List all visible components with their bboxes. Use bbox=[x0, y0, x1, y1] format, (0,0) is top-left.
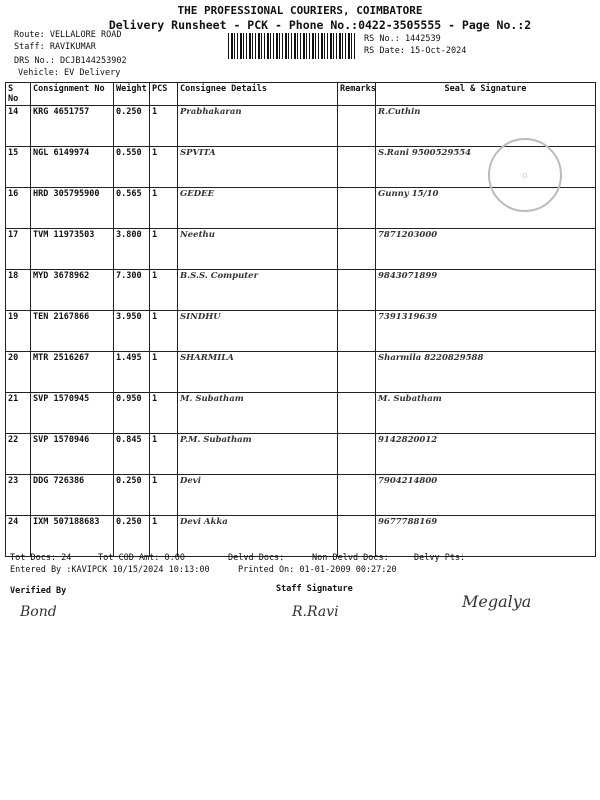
row-sno: 22 bbox=[6, 434, 31, 475]
row-remarks bbox=[338, 147, 376, 188]
row-pcs: 1 bbox=[150, 147, 178, 188]
row-sno: 19 bbox=[6, 311, 31, 352]
row-signature: 7391319639 bbox=[376, 311, 596, 352]
row-consignment: IXM 507188683 bbox=[31, 516, 114, 557]
row-sno: 23 bbox=[6, 475, 31, 516]
row-sno: 15 bbox=[6, 147, 31, 188]
row-consignee: P.M. Subatham bbox=[178, 434, 338, 475]
row-weight: 0.250 bbox=[114, 475, 150, 516]
table-row bbox=[6, 106, 596, 147]
row-signature: 7871203000 bbox=[376, 229, 596, 270]
row-pcs: 1 bbox=[150, 393, 178, 434]
row-remarks bbox=[338, 393, 376, 434]
drs-number: DRS No.: DCJB144253902 bbox=[14, 56, 127, 66]
row-remarks bbox=[338, 352, 376, 393]
row-signature: S.Rani 9500529554 bbox=[376, 147, 596, 188]
delivery-points: Delvy Pts: bbox=[414, 553, 466, 563]
row-consignment: TVM 11973503 bbox=[31, 229, 114, 270]
row-remarks bbox=[338, 229, 376, 270]
col-consignee: Consignee Details bbox=[178, 83, 338, 106]
entered-by: Entered By :KAVIPCK 10/15/2024 10:13:00 bbox=[10, 565, 210, 575]
table-row bbox=[6, 229, 596, 270]
row-consignee: Prabhakaran bbox=[178, 106, 338, 147]
col-weight: Weight bbox=[114, 83, 150, 106]
row-sno: 21 bbox=[6, 393, 31, 434]
row-signature: R.Cuthin bbox=[376, 106, 596, 147]
route: Route: VELLALORE ROAD bbox=[14, 30, 122, 40]
barcode bbox=[228, 33, 356, 59]
row-consignment: TEN 2167866 bbox=[31, 311, 114, 352]
company-title: THE PROFESSIONAL COURIERS, COIMBATORE bbox=[177, 4, 423, 17]
col-consignment: Consignment No bbox=[31, 83, 114, 106]
row-weight: 0.845 bbox=[114, 434, 150, 475]
col-pcs: PCS bbox=[150, 83, 178, 106]
row-pcs: 1 bbox=[150, 352, 178, 393]
row-consignment: DDG 726386 bbox=[31, 475, 114, 516]
row-consignee: SHARMILA bbox=[178, 352, 338, 393]
row-consignee: M. Subatham bbox=[178, 393, 338, 434]
row-sno: 14 bbox=[6, 106, 31, 147]
row-consignee: Devi Akka bbox=[178, 516, 338, 557]
table-row bbox=[6, 475, 596, 516]
row-remarks bbox=[338, 311, 376, 352]
row-remarks bbox=[338, 270, 376, 311]
non-delivered-docs: Non Delvd Docs: bbox=[312, 553, 389, 563]
receiver-signature: Megalya bbox=[462, 592, 532, 611]
row-consignee: B.S.S. Computer bbox=[178, 270, 338, 311]
row-remarks bbox=[338, 188, 376, 229]
row-weight: 0.950 bbox=[114, 393, 150, 434]
row-weight: 0.565 bbox=[114, 188, 150, 229]
staff: Staff: RAVIKUMAR bbox=[14, 42, 96, 52]
delivered-docs: Delvd Docs: bbox=[228, 553, 285, 563]
row-consignment: MTR 2516267 bbox=[31, 352, 114, 393]
row-remarks bbox=[338, 475, 376, 516]
row-weight: 3.950 bbox=[114, 311, 150, 352]
row-pcs: 1 bbox=[150, 311, 178, 352]
row-pcs: 1 bbox=[150, 475, 178, 516]
row-signature: 7904214800 bbox=[376, 475, 596, 516]
row-sno: 18 bbox=[6, 270, 31, 311]
row-weight: 0.250 bbox=[114, 106, 150, 147]
row-weight: 0.250 bbox=[114, 516, 150, 557]
row-pcs: 1 bbox=[150, 106, 178, 147]
row-signature: 9843071899 bbox=[376, 270, 596, 311]
table-row bbox=[6, 352, 596, 393]
row-signature: Gunny 15/10 bbox=[376, 188, 596, 229]
row-remarks bbox=[338, 516, 376, 557]
verified-by-signature: Bond bbox=[20, 604, 57, 620]
row-pcs: 1 bbox=[150, 434, 178, 475]
row-consignment: MYD 3678962 bbox=[31, 270, 114, 311]
row-consignment: SVP 1570946 bbox=[31, 434, 114, 475]
table-row bbox=[6, 311, 596, 352]
table-row bbox=[6, 516, 596, 557]
verified-by-label: Verified By bbox=[10, 586, 67, 596]
row-sno: 24 bbox=[6, 516, 31, 557]
row-consignment: NGL 6149974 bbox=[31, 147, 114, 188]
staff-signature-label: Staff Signature bbox=[276, 584, 353, 594]
row-pcs: 1 bbox=[150, 516, 178, 557]
row-signature: 9142820012 bbox=[376, 434, 596, 475]
table-row bbox=[6, 434, 596, 475]
row-pcs: 1 bbox=[150, 270, 178, 311]
row-consignment: HRD 305795900 bbox=[31, 188, 114, 229]
row-remarks bbox=[338, 106, 376, 147]
col-signature: Seal & Signature bbox=[376, 83, 596, 106]
row-consignee: SINDHU bbox=[178, 311, 338, 352]
row-weight: 0.550 bbox=[114, 147, 150, 188]
runsheet-title: Delivery Runsheet - PCK - Phone No.:0422-3505555 - Page No.:2 bbox=[108, 18, 532, 32]
row-consignment: SVP 1570945 bbox=[31, 393, 114, 434]
row-consignment: KRG 4651757 bbox=[31, 106, 114, 147]
row-consignee: Devi bbox=[178, 475, 338, 516]
table-header-row bbox=[6, 83, 596, 106]
row-weight: 1.495 bbox=[114, 352, 150, 393]
row-consignee: Neethu bbox=[178, 229, 338, 270]
row-consignee: SPVITA bbox=[178, 147, 338, 188]
printed-on: Printed On: 01-01-2009 00:27:20 bbox=[238, 565, 397, 575]
rs-date: RS Date: 15-Oct-2024 bbox=[364, 46, 467, 56]
row-consignee: GEDEE bbox=[178, 188, 338, 229]
rs-number: RS No.: 1442539 bbox=[364, 34, 441, 44]
staff-signature: R.Ravi bbox=[292, 604, 339, 620]
row-signature: M. Subatham bbox=[376, 393, 596, 434]
table-row bbox=[6, 393, 596, 434]
total-cod-amount: Tot COD Amt: 0.00 bbox=[98, 553, 185, 563]
col-sno: S No bbox=[6, 83, 31, 106]
row-weight: 7.300 bbox=[114, 270, 150, 311]
row-pcs: 1 bbox=[150, 188, 178, 229]
table-row bbox=[6, 270, 596, 311]
total-docs: Tot Docs: 24 bbox=[10, 553, 72, 563]
col-remarks: Remarks bbox=[338, 83, 376, 106]
vehicle: Vehicle: EV Delivery bbox=[18, 68, 121, 78]
row-pcs: 1 bbox=[150, 229, 178, 270]
row-weight: 3.800 bbox=[114, 229, 150, 270]
row-signature: Sharmila 8220829588 bbox=[376, 352, 596, 393]
row-sno: 20 bbox=[6, 352, 31, 393]
row-remarks bbox=[338, 434, 376, 475]
row-sno: 16 bbox=[6, 188, 31, 229]
courier-seal-stamp: ◯ bbox=[488, 138, 562, 212]
row-sno: 17 bbox=[6, 229, 31, 270]
row-signature: 9677788169 bbox=[376, 516, 596, 557]
